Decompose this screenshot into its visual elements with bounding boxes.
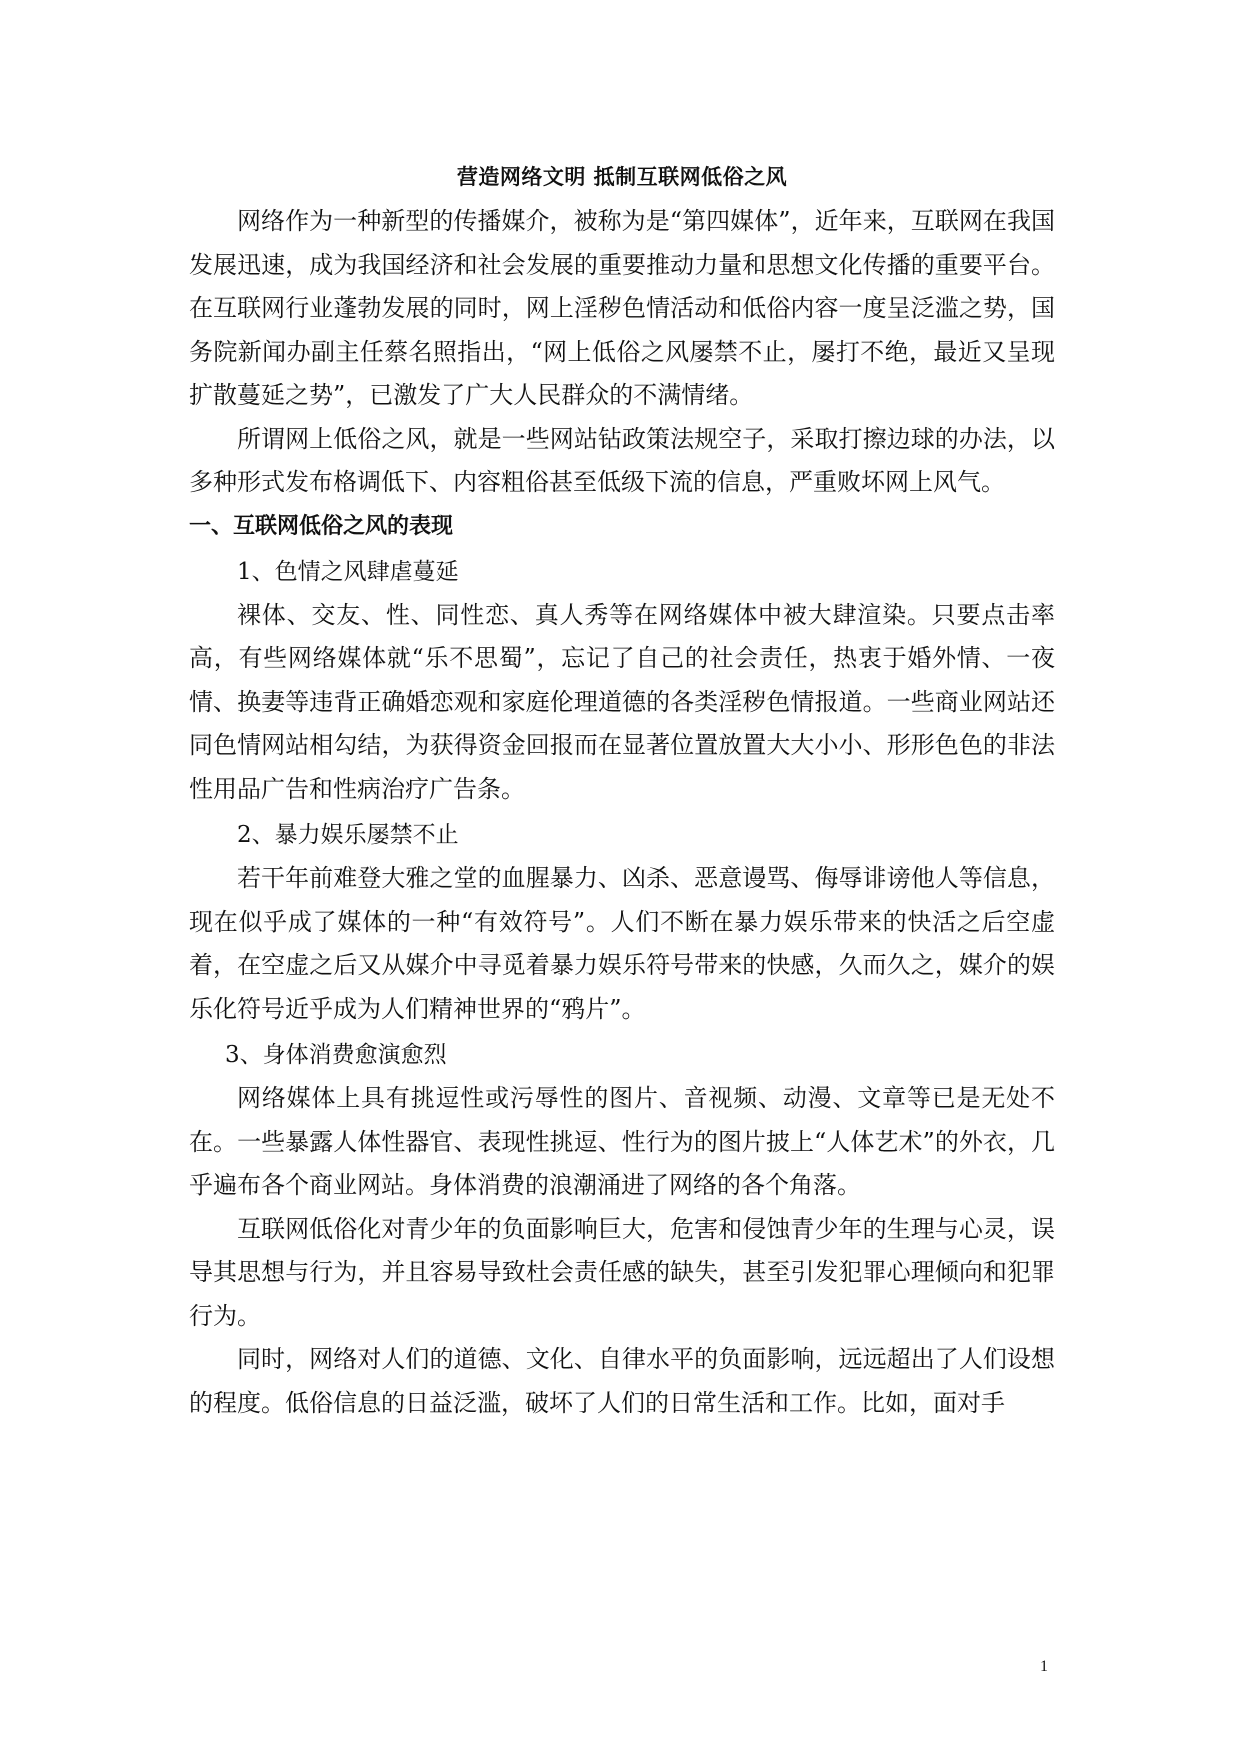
subsection-1-heading: 1、色情之风肆虐蔓延 xyxy=(237,558,459,585)
subsection-2-paragraph: 若干年前难登大雅之堂的血腥暴力、凶杀、恶意谩骂、侮辱诽谤他人等信息，现在似乎成了媒体的一种“有效符号”。人们不断在暴力娱乐带来的快活之后空虚着，在空虚之后又从媒介中寻觅着暴力娱乐符号带来的快感，久而久之，媒介的娱乐化符号近乎成为人们精神世界的“鸦片”。 xyxy=(189,864,1055,1023)
closing-paragraph-2: 同时，网络对人们的道德、文化、自律水平的负面影响，远远超出了人们设想的程度。低俗信息的日益泛滥，破坏了人们的日常生活和工作。比如，面对手 xyxy=(189,1345,1055,1417)
document-title: 营造网络文明 抵制互联网低俗之风 xyxy=(456,164,788,189)
subsection-3-paragraph: 网络媒体上具有挑逗性或污辱性的图片、音视频、动漫、文章等已是无处不在。一些暴露人体性器官、表现性挑逗、性行为的图片披上“人体艺术”的外衣，几乎遍布各个商业网站。身体消费的浪潮涌进了网络的各个角落。 xyxy=(189,1084,1055,1199)
subsection-1-paragraph: 裸体、交友、性、同性恋、真人秀等在网络媒体中被大肆渲染。只要点击率高，有些网络媒体就“乐不思蜀”，忘记了自己的社会责任，热衷于婚外情、一夜情、换妻等违背正确婚恋观和家庭伦理道德的各类淫秽色情报道。一些商业网站还同色情网站相勾结，为获得资金回报而在显著位置放置大大小小、形形色色的非法性用品广告和性病治疗广告条。 xyxy=(189,600,1055,803)
page-number: 1 xyxy=(1040,1658,1048,1675)
intro-paragraph-1: 网络作为一种新型的传播媒介，被称为是“第四媒体”，近年来，互联网在我国发展迅速，成为我国经济和社会发展的重要推动力量和思想文化传播的重要平台。在互联网行业蓬勃发展的同时，网上淫秽色情活动和低俗内容一度呈泛滥之势，国务院新闻办副主任蔡名照指出，“网上低俗之风屡禁不止，屡打不绝，最近又呈现扩散蔓延之势”，已激发了广大人民群众的不满情绪。 xyxy=(189,207,1055,409)
section-heading: 一、互联网低俗之风的表现 xyxy=(189,512,454,539)
document-body xyxy=(189,158,1055,1425)
closing-paragraph-1: 互联网低俗化对青少年的负面影响巨大，危害和侵蚀青少年的生理与心灵，误导其思想与行为，并且容易导致杜会责任感的缺失，甚至引发犯罪心理倾向和犯罪行为。 xyxy=(189,1214,1055,1330)
intro-paragraph-2: 所谓网上低俗之风，就是一些网站钻政策法规空子，采取打擦边球的办法，以多种形式发布格调低下、内容粗俗甚至低级下流的信息，严重败坏网上风气。 xyxy=(189,424,1055,496)
subsection-3-heading: 3、身体消费愈演愈烈 xyxy=(225,1042,447,1068)
subsection-2-heading: 2、暴力娱乐屡禁不止 xyxy=(237,822,459,848)
